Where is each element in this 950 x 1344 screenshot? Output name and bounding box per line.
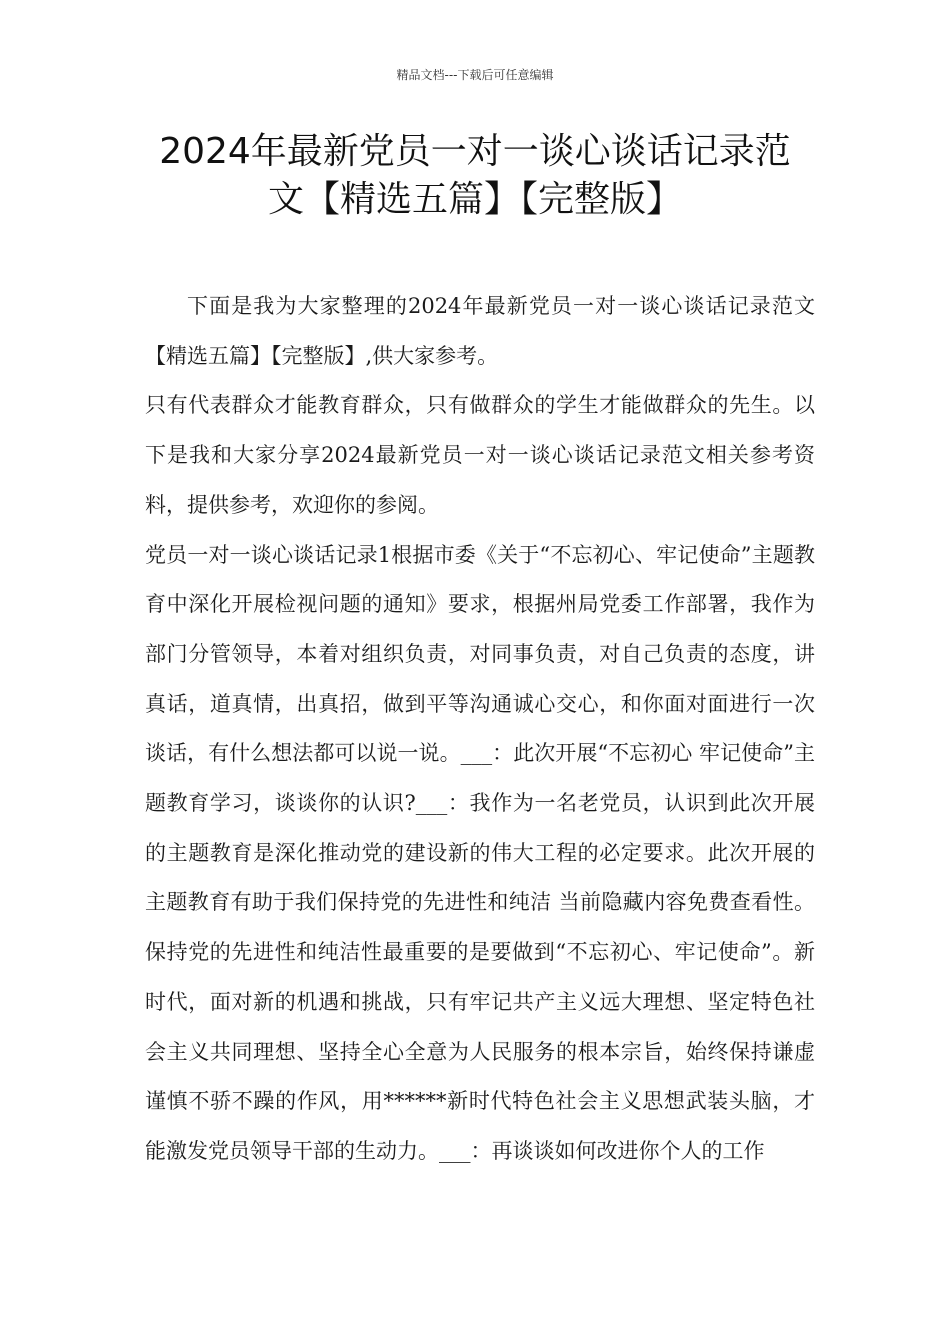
document-body bbox=[145, 282, 815, 1177]
header-note: 精品文档---下载后可任意编辑 bbox=[396, 68, 554, 82]
intro-paragraph: 下面是我为大家整理的2024年最新党员一对一谈心谈话记录范文【精选五篇】【完整版】,供大家参考。 bbox=[145, 294, 815, 368]
body-paragraph: 只有代表群众才能教育群众，只有做群众的学生才能做群众的先生。以下是我和大家分享2024最新党员一对一谈心谈话记录范文相关参考资料，提供参考，欢迎你的参阅。 bbox=[145, 393, 815, 517]
document-title-line-1: 2024年最新党员一对一谈心谈话记录范 bbox=[159, 131, 791, 172]
document-title bbox=[120, 128, 830, 224]
document-title-line-2: 文【精选五篇】【完整版】 bbox=[267, 179, 682, 220]
body-paragraph: 党员一对一谈心谈话记录1根据市委《关于“不忘初心、牢记使命”主题教育中深化开展检视问题的通知》要求，根据州局党委工作部署，我作为部门分管领导，本着对组织负责，对同事负责，对自己负责的态度，讲真话，道真情，出真招，做到平等沟通诚心交心，和你面对面进行一次谈话，有什么想法都可以说一说。___：此次开展“不忘初心 牢记使命”主题教育学习，谈谈你的认识?___：我作为一名老党员，认识到此次开展的主题教育是深化推动党的建设新的伟大工程的必定要求。此次开展的主题教育有助于我们保持党的先进性和纯洁 当前隐藏内容免费查看性。保持党的先进性和纯洁性最重要的是要做到“不忘初心、牢记使命”。新时代，面对新的机遇和挑战，只有牢记共产主义远大理想、坚定特色社会主义共同理想、坚持全心全意为人民服务的根本宗旨，始终保持谦虚谨慎不骄不躁的作风，用******新时代特色社会主义思想武装头脑，才能激发党员领导干部的生动力。___：再谈谈如何改进你个人的工作 bbox=[145, 542, 815, 1163]
